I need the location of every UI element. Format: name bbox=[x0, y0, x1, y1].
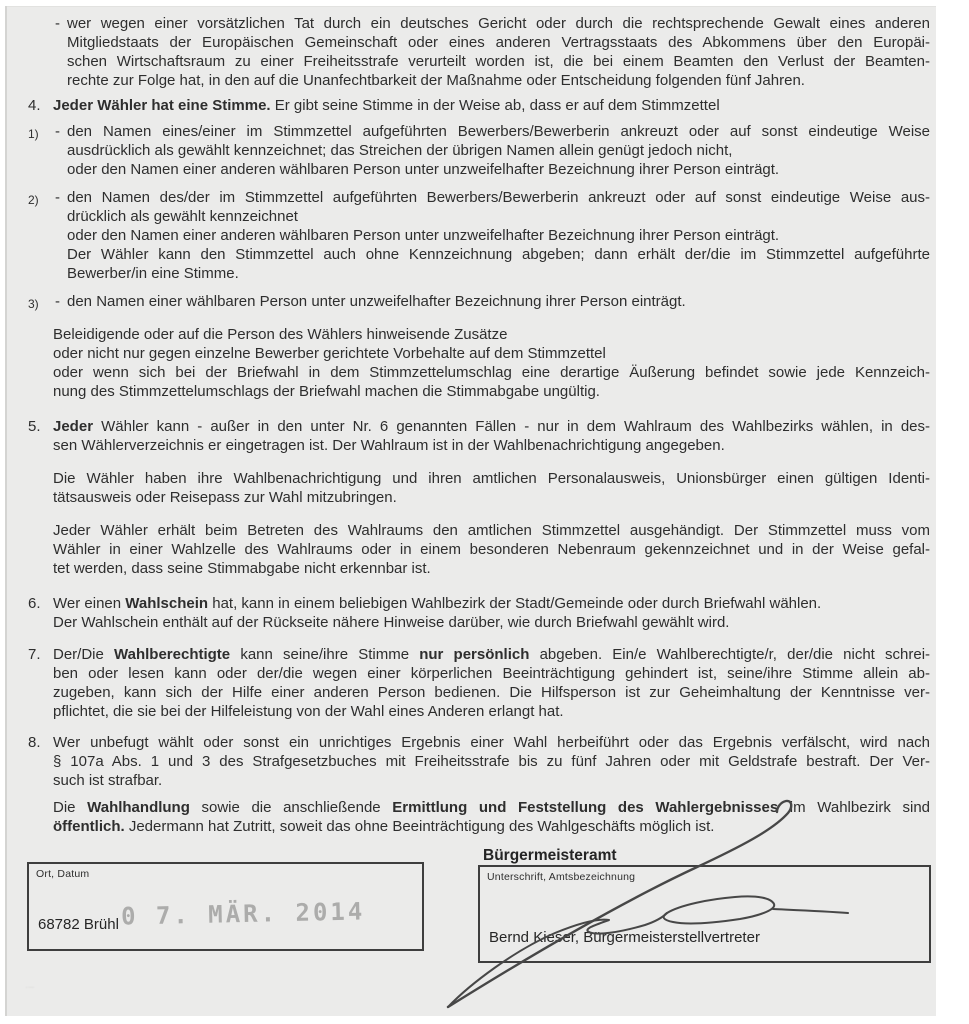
item-number: 4. bbox=[28, 97, 41, 114]
list-dash: - bbox=[55, 189, 60, 206]
text-line: schen Wirtschaftsraum zu einer Freiheitsstrafe verurteilt worden ist, die bei einem Beamten den Verlust der Beamten- bbox=[67, 53, 930, 70]
text-line: § 107a Abs. 1 und 3 des Strafgesetzbuches mit Freiheitsstrafe bis zu fünf Jahren oder mit Geldstrafe bestraft. Der Ver- bbox=[53, 753, 930, 770]
block-ausweis bbox=[5, 469, 936, 507]
unterschrift-label: Unterschrift, Amtsbezeichnung bbox=[487, 871, 636, 883]
document-page bbox=[5, 6, 936, 1016]
item-number: 5. bbox=[28, 418, 41, 435]
text-line: zugeben, kann sich der Hilfe einer anderen Person bedienen. Die Hilfsperson ist zur Geheimhaltung der Kenntnisse ver- bbox=[53, 684, 930, 701]
block-stimmzettel bbox=[5, 521, 936, 578]
text-line: Wähler in einer Wahlzelle des Wahlraums oder in einem besonderen Nebenraum gekennzeichnet und in der Weise gefal- bbox=[53, 541, 930, 558]
block-item-8 bbox=[5, 733, 936, 790]
text-line: tet werden, dass seine Stimmabgabe nicht erkennbar ist. bbox=[53, 560, 431, 577]
text-line: oder wenn sich bei der Briefwahl in dem Stimmzettelumschlag eine derartige Äußerung befindet sowie jede Kennzeich- bbox=[53, 364, 930, 381]
text-line: sen Wählerverzeichnis er eingetragen ist. Der Wahlraum ist in der Wahlbenachrichtigung angegeben. bbox=[53, 437, 725, 454]
block-item-6 bbox=[5, 594, 936, 632]
list-dash: - bbox=[55, 15, 60, 32]
text-line: den Namen eines/einer im Stimmzettel aufgeführten Bewerbers/Bewerberin ankreuzt oder auf sonst eindeutige Weise bbox=[67, 123, 930, 140]
text-line: Wer einen Wahlschein hat, kann in einem beliebigen Wahlbezirk der Stadt/Gemeinde oder durch Briefwahl wählen. bbox=[53, 595, 822, 612]
item-number: 7. bbox=[28, 646, 41, 663]
item-number: 2) bbox=[28, 193, 39, 207]
item-number: 8. bbox=[28, 734, 41, 751]
text-line: oder den Namen einer anderen wählbaren Person unter unzweifelhafter Bezeichnung ihrer Person einträgt. bbox=[67, 227, 780, 244]
text-line: Jeder Wähler erhält beim Betreten des Wahlraums den amtlichen Stimmzettel ausgehändigt. Der Stimmzettel muss vom bbox=[53, 522, 930, 539]
text-line: öffentlich. Jedermann hat Zutritt, soweit das ohne Beeinträchtigung des Wahlgeschäfts möglich ist. bbox=[53, 818, 715, 835]
ort-datum-box bbox=[27, 862, 424, 951]
text-line: wer wegen einer vorsätzlichen Tat durch ein deutsches Gericht oder durch die rechtsprechende Gewalt eines anderen bbox=[67, 15, 930, 32]
text-line: Bewerber/in eine Stimme. bbox=[67, 265, 239, 282]
ort-datum-label: Ort, Datum bbox=[36, 868, 90, 880]
block-sub-2-note bbox=[5, 245, 936, 283]
text-line: Jeder Wähler kann - außer in den unter Nr. 6 genannten Fällen - nur in dem Wahlraum des Wahlbezirks wählen, in des- bbox=[53, 418, 930, 435]
text-line: drücklich als gewählt kennzeichnet bbox=[67, 208, 298, 225]
text-line: Der Wähler kann den Stimmzettel auch ohne Kennzeichnung abgeben; dann erhält der/die im Stimmzettel aufgeführte bbox=[67, 246, 930, 263]
block-sub-2 bbox=[5, 188, 936, 245]
text-blocks bbox=[5, 6, 936, 836]
text-line: Die Wähler haben ihre Wahlbenachrichtigung und ihren amtlichen Personalausweis, Unionsbürger einen gültigen Identi- bbox=[53, 470, 930, 487]
item-number: 6. bbox=[28, 595, 41, 612]
footer-heading: Bürgermeisteramt bbox=[483, 847, 617, 864]
text-line: Der Wahlschein enthält auf der Rückseite nähere Hinweise darüber, wie durch Briefwahl gewählt wird. bbox=[53, 614, 730, 631]
signer-name: Bernd Kieser, Bürgermeisterstellvertreter bbox=[489, 929, 760, 946]
text-line: rechte zur Folge hat, in den auf die Unanfechtbarkeit der Maßnahme oder Entscheidung folgenden fünf Jahren. bbox=[67, 72, 805, 89]
item-number: 3) bbox=[28, 297, 39, 311]
block-intro bbox=[5, 14, 936, 90]
block-item-5 bbox=[5, 417, 936, 455]
list-dash: - bbox=[55, 123, 60, 140]
text-line: pflichtet, die sie bei der Hilfeleistung von der Wahl eines Anderen erlangt hat. bbox=[53, 703, 564, 720]
text-line: Der/Die Wahlberechtigte kann seine/ihre Stimme nur persönlich abgeben. Ein/e Wahlberechtigte/r, der/die nicht schrei- bbox=[53, 646, 931, 663]
text-line: oder den Namen einer anderen wählbaren Person unter unzweifelhafter Bezeichnung ihrer Person einträgt. bbox=[67, 161, 780, 178]
block-item-4 bbox=[5, 96, 936, 115]
block-sub-1 bbox=[5, 122, 936, 179]
block-sub-3 bbox=[5, 292, 936, 311]
text-line: Wer unbefugt wählt oder sonst ein unrichtiges Ergebnis einer Wahl herbeiführt oder das Ergebnis verfälscht, wird nach bbox=[53, 734, 930, 751]
text-line: Die Wahlhandlung sowie die anschließende Ermittlung und Feststellung des Wahlergebnisses im Wahlbezirk sind bbox=[53, 799, 931, 816]
text-line: ben oder lesen kann oder der/die wegen einer körperlichen Beeinträchtigung gehindert ist, seine/ihre Stimme allein ab- bbox=[53, 665, 930, 682]
city-text: 68782 Brühl bbox=[38, 916, 119, 933]
text-line: nung des Stimmzettelumschlags der Briefwahl machen die Stimmabgabe ungültig. bbox=[53, 383, 600, 400]
text-line: such ist strafbar. bbox=[53, 772, 163, 789]
block-oeffentlich bbox=[5, 798, 936, 836]
text-line: tätsausweis oder Reisepass zur Wahl mitzubringen. bbox=[53, 489, 397, 506]
text-line: ausdrücklich als gewählt kennzeichnet; das Streichen der übrigen Namen allein genügt jedoch nicht, bbox=[67, 142, 733, 159]
unterschrift-box bbox=[478, 865, 931, 963]
list-dash: - bbox=[55, 293, 60, 310]
date-stamp: 0 7. MÄR. 2014 bbox=[120, 897, 366, 931]
block-item-7 bbox=[5, 645, 936, 721]
text-line: Mitgliedstaats der Europäischen Gemeinschaft oder eines anderen Vertragsstaats des Abkommens über den Europäi- bbox=[67, 34, 930, 51]
text-line: oder nicht nur gegen einzelne Bewerber gerichtete Vorbehalte auf dem Stimmzettel bbox=[53, 345, 606, 362]
item-number: 1) bbox=[28, 127, 39, 141]
text-line: Jeder Wähler hat eine Stimme. Er gibt seine Stimme in der Weise ab, dass er auf dem Stimmzettel bbox=[53, 97, 720, 114]
text-line: den Namen des/der im Stimmzettel aufgeführten Bewerbers/Bewerberin ankreuzt oder auf sonst eindeutige Weise aus- bbox=[67, 189, 930, 206]
scan-smudge: ·– bbox=[25, 982, 34, 993]
text-line: den Namen einer wählbaren Person unter unzweifelhafter Bezeichnung ihrer Person einträgt. bbox=[67, 293, 686, 310]
block-zusaetze bbox=[5, 325, 936, 401]
text-line: Beleidigende oder auf die Person des Wählers hinweisende Zusätze bbox=[53, 326, 508, 343]
